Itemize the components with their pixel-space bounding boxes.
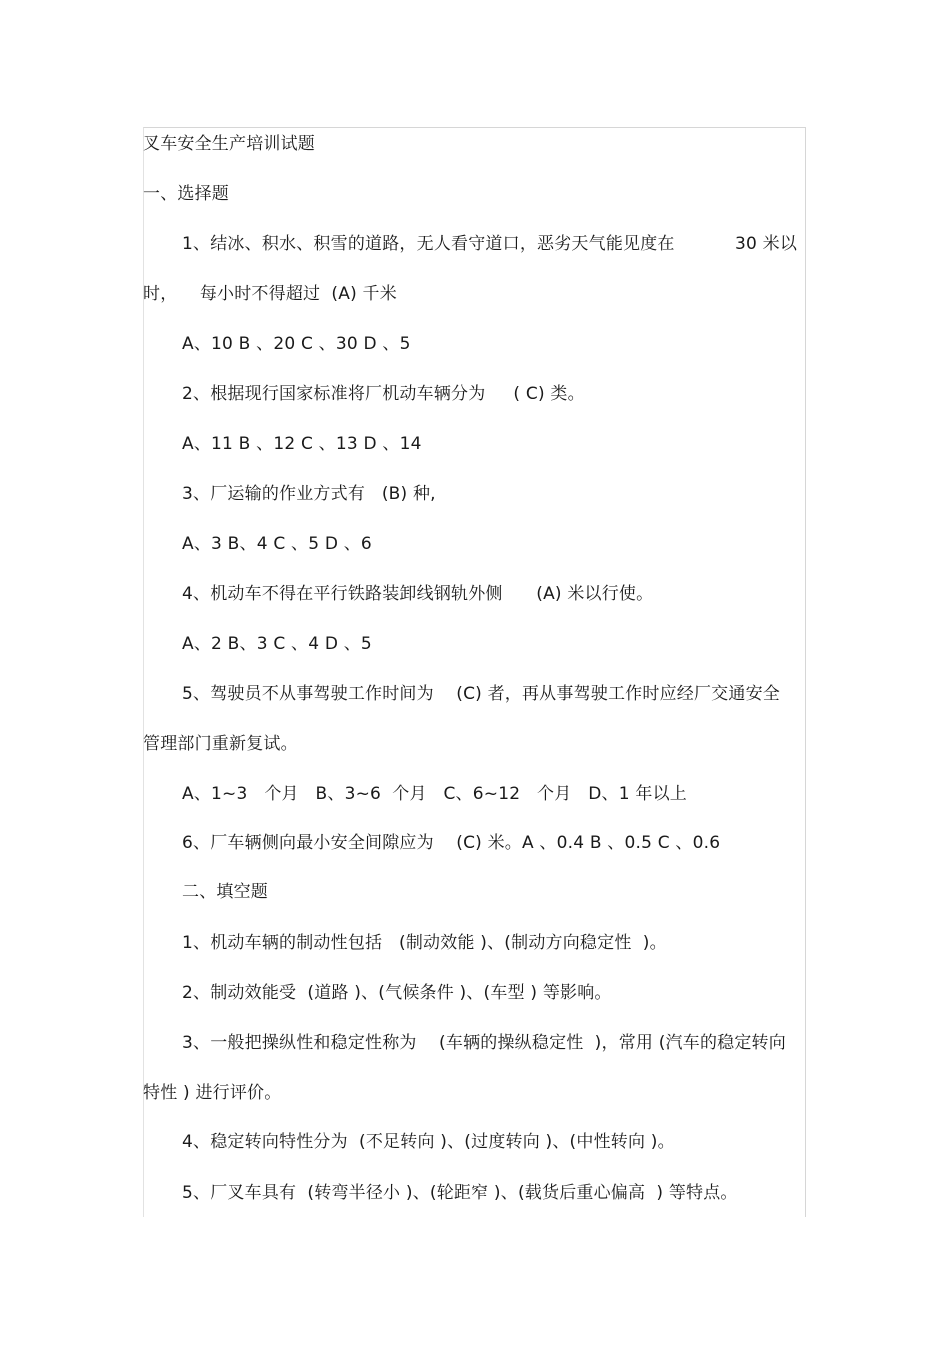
question-5-options: A、1~3 个月 B、3~6 个月 C、6~12 个月 D、1 年以上 xyxy=(182,784,687,804)
question-3-options: A、3 B、4 C 、5 D 、6 xyxy=(182,534,372,554)
fill-4: 4、稳定转向特性分为 (不足转向 )、(过度转向 )、(中性转向 )。 xyxy=(182,1132,675,1152)
question-3: 3、厂运输的作业方式有 (B) 种, xyxy=(182,484,436,504)
question-1-line-1: 1、结冰、积水、积雪的道路，无人看守道口，恶劣天气能见度在 xyxy=(182,234,675,254)
document-title: 叉车安全生产培训试题 xyxy=(143,134,315,154)
question-4-options: A、2 B、3 C 、4 D 、5 xyxy=(182,634,372,654)
question-5-line-2: 管理部门重新复试。 xyxy=(143,734,298,754)
fill-5: 5、厂叉车具有 (转弯半径小 )、(轮距窄 )、(载货后重心偏高 ) 等特点。 xyxy=(182,1183,738,1203)
question-2-options: A、11 B 、12 C 、13 D 、14 xyxy=(182,434,422,454)
fill-2: 2、制动效能受 (道路 )、(气候条件 )、(车型 ) 等影响。 xyxy=(182,983,612,1003)
fill-3-line-2: 特性 ) 进行评价。 xyxy=(143,1083,282,1103)
question-6: 6、厂车辆侧向最小安全间隙应为 (C) 米。A 、0.4 B 、0.5 C 、0.6 xyxy=(182,833,721,853)
question-1-line-1-end: 30 米以 xyxy=(735,234,798,254)
section-heading-fill: 二、填空题 xyxy=(182,882,268,902)
question-5-line-1: 5、驾驶员不从事驾驶工作时间为 (C) 者，再从事驾驶工作时应经厂交通安全 xyxy=(182,684,780,704)
question-1-line-2: 时， 每小时不得超过 (A) 千米 xyxy=(143,284,397,304)
question-4: 4、机动车不得在平行铁路装卸线钢轨外侧 (A) 米以行使。 xyxy=(182,584,654,604)
fill-3-line-1: 3、一般把操纵性和稳定性称为 (车辆的操纵稳定性 )，常用 (汽车的稳定转向 xyxy=(182,1033,786,1053)
section-heading-choice: 一、选择题 xyxy=(143,184,229,204)
question-2: 2、根据现行国家标准将厂机动车辆分为 ( C) 类。 xyxy=(182,384,585,404)
question-1-options: A、10 B 、20 C 、30 D 、5 xyxy=(182,334,411,354)
fill-1: 1、机动车辆的制动性包括 (制动效能 )、(制动方向稳定性 )。 xyxy=(182,933,667,953)
